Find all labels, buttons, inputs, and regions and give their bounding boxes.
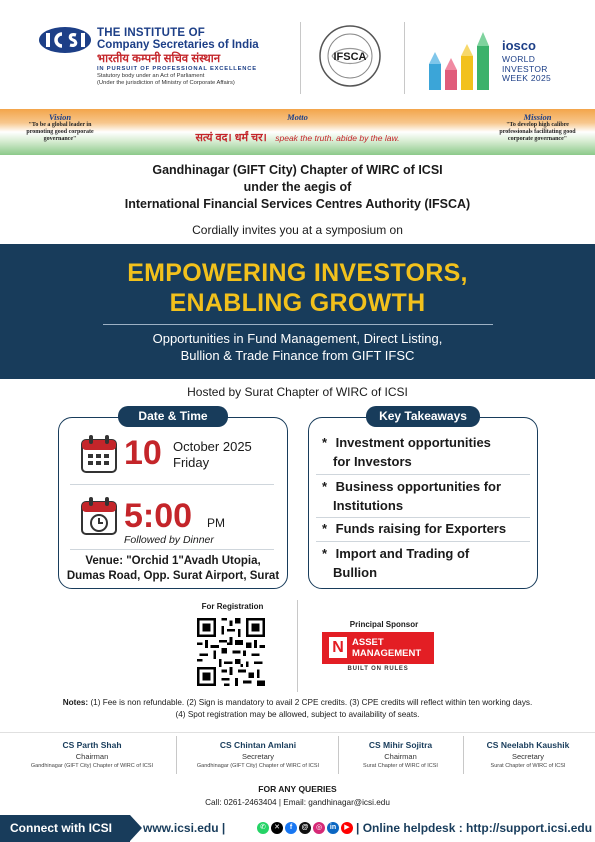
- mission-title: Mission: [523, 112, 552, 122]
- vision-title: Vision: [48, 112, 72, 122]
- youtube-icon[interactable]: ▶: [341, 822, 353, 834]
- icsi-name-block: [97, 27, 287, 87]
- facebook-icon[interactable]: f: [285, 822, 297, 834]
- divider: [316, 541, 530, 542]
- event-month-year: October 2025: [173, 439, 252, 454]
- signatory: [18, 739, 166, 770]
- instagram-icon[interactable]: ◎: [313, 822, 325, 834]
- intro-line1: Gandhinagar (GIFT City) Chapter of WIRC of ICSI: [152, 163, 443, 177]
- intro-line3: International Financial Services Centres Authority (IFSCA): [124, 197, 471, 211]
- intro: [0, 162, 595, 237]
- queries-contact[interactable]: Call: 0261-2463404 | Email: gandhinagar@icsi.edu: [205, 798, 390, 807]
- subtitle-line2: Bullion & Trade Finance from GIFT IFSC: [180, 348, 415, 363]
- wiw-line2: INVESTOR: [502, 63, 548, 74]
- subtitle-line1: Opportunities in Fund Management, Direct Listing,: [152, 331, 443, 346]
- org-statutory-line2: (Under the jurisdiction of Ministry of Corporate Affairs): [97, 80, 235, 86]
- signatories-row: [0, 732, 595, 778]
- signatory-divider: [338, 736, 339, 774]
- vision-motto-mission-band: [0, 109, 595, 155]
- venue-line1: Venue: "Orchid 1"Avadh Utopia,: [85, 555, 261, 567]
- iosco-label: iosco: [502, 38, 536, 53]
- signatory: [183, 739, 333, 770]
- connect-with-icsi: Connect with ICSI: [0, 815, 130, 842]
- motto-english: speak the truth. abide by the law.: [275, 133, 400, 143]
- org-statutory-line1: Statutory body under an Act of Parliament: [97, 73, 205, 79]
- takeaway-text: Business opportunities for: [335, 479, 502, 494]
- takeaway-text: Investment opportunities: [335, 435, 491, 450]
- threads-icon[interactable]: @: [299, 822, 311, 834]
- org-name-line2: Company Secretaries of India: [97, 39, 259, 51]
- header-divider: [404, 22, 405, 94]
- notes-prefix: Notes:: [62, 698, 89, 707]
- sponsor-label: Principal Sponsor: [349, 620, 419, 629]
- social-icons: [257, 822, 355, 835]
- notes: [20, 697, 575, 721]
- mission-text: "To develop high calibre professionals facilitating good corporate governance": [499, 122, 576, 142]
- vision-block: [20, 112, 100, 143]
- signatory-name: CS Mihir Sojitra: [368, 740, 433, 750]
- signatory-org: Gandhinagar (GIFT City) Chapter of WIRC of ICSI: [30, 763, 154, 769]
- linkedin-icon[interactable]: in: [327, 822, 339, 834]
- dinner-note: Followed by Dinner: [124, 534, 214, 546]
- online-helpdesk-link[interactable]: | Online helpdesk : http://support.icsi.edu: [356, 821, 593, 835]
- registration-label: For Registration: [201, 602, 264, 611]
- signatory-org: Surat Chapter of WIRC of ICSI: [363, 763, 438, 769]
- title-line2: ENABLING GROWTH: [169, 289, 426, 317]
- venue: [58, 554, 288, 584]
- registration-divider: [297, 600, 298, 692]
- ifsca-seal-icon: [318, 24, 382, 88]
- header: [0, 0, 595, 108]
- takeaway-item: * Funds raising for Exporters: [322, 521, 507, 536]
- wiw-line1: WORLD: [502, 54, 536, 64]
- notes-line1: (1) Fee is non refundable. (2) Sign is mandatory to avail 2 CPE credits. (3) CPE credits will reflect within ten working days.: [88, 698, 533, 707]
- sponsor-tagline: BUILT ON RULES: [347, 666, 409, 672]
- notes-line2: (4) Spot registration may be allowed, subject to availability of seats.: [175, 710, 420, 719]
- queries-heading: FOR ANY QUERIES: [258, 784, 337, 794]
- website-link[interactable]: www.icsi.edu |: [143, 821, 226, 835]
- signatory: [343, 739, 458, 770]
- key-takeaways-pill: Key Takeaways: [366, 406, 480, 427]
- clock-icon: [80, 496, 118, 536]
- takeaway-item: * Import and Trading of Bullion: [322, 546, 470, 580]
- divider: [316, 474, 530, 475]
- motto-title: Motto: [287, 112, 308, 122]
- sponsor-logo-line2: MANAGEMENT: [352, 648, 422, 659]
- date-time-pill: Date & Time: [118, 406, 228, 427]
- sponsor-logo-letter: N: [329, 637, 347, 658]
- takeaway-text: for Investors: [333, 454, 412, 469]
- signatory-divider: [176, 736, 177, 774]
- signatory-org: Surat Chapter of WIRC of ICSI: [490, 763, 566, 769]
- footer: [0, 815, 595, 842]
- wiw-line3: WEEK 2025: [502, 73, 552, 83]
- event-day: 10: [124, 434, 162, 472]
- x-icon[interactable]: ✕: [271, 822, 283, 834]
- motto-hindi: सत्यं वद। धर्मं चर।: [195, 132, 267, 144]
- takeaway-text: Bullion: [333, 565, 378, 580]
- org-name-hindi: भारतीय कम्पनी सचिव संस्थान: [97, 53, 221, 65]
- divider: [70, 484, 274, 485]
- event-month-block: [173, 439, 252, 471]
- mission-block: [490, 112, 585, 143]
- event-weekday: Friday: [173, 455, 210, 470]
- signatory-role: Chairman: [75, 752, 109, 761]
- invite-line: Cordially invites you at a symposium on: [192, 223, 403, 237]
- sponsor-logo-text: [352, 637, 421, 659]
- intro-line2: under the aegis of: [243, 180, 352, 194]
- sponsor-logo-line1: ASSET: [352, 637, 384, 648]
- signatory-role: Chairman: [384, 752, 417, 761]
- whatsapp-icon[interactable]: ✆: [257, 822, 269, 834]
- takeaway-item: * Investment opportunities for Investors: [322, 435, 491, 469]
- title-band: [0, 244, 595, 379]
- sponsor-logo: [322, 632, 434, 664]
- event-ampm: PM: [207, 516, 225, 530]
- org-name-line1: THE INSTITUTE OF: [97, 27, 205, 39]
- takeaway-item: * Business opportunities for Institutions: [322, 479, 502, 513]
- ifsca-seal-text: IFSCA: [333, 51, 367, 63]
- motto-block: [170, 112, 425, 146]
- signatory-name: CS Parth Shah: [62, 740, 122, 750]
- signatory-org: Gandhinagar (GIFT City) Chapter of WIRC of ICSI: [196, 763, 320, 769]
- divider: [316, 517, 530, 518]
- signatory: [468, 739, 588, 770]
- vision-text: "To be a global leader in promoting good corporate governance": [26, 122, 94, 142]
- takeaway-text: Institutions: [333, 498, 404, 513]
- signatory-divider: [463, 736, 464, 774]
- calendar-icon: [80, 434, 118, 474]
- title-line1: EMPOWERING INVESTORS,: [127, 259, 468, 287]
- world-investor-week-text: [502, 38, 551, 84]
- event-time: 5:00: [124, 497, 193, 535]
- header-divider: [300, 22, 301, 94]
- registration-qr-code[interactable]: [197, 618, 265, 686]
- divider: [70, 549, 274, 550]
- signatory-name: CS Chintan Amlani: [219, 740, 297, 750]
- venue-line2: Dumas Road, Opp. Surat Airport, Surat: [66, 570, 280, 582]
- signatory-role: Secretary: [511, 752, 545, 761]
- org-pursuit: IN PURSUIT OF PROFESSIONAL EXCELLENCE: [97, 66, 257, 72]
- icsi-logo-icon: [38, 26, 92, 54]
- takeaway-text: Funds raising for Exporters: [335, 521, 507, 536]
- signatory-role: Secretary: [241, 752, 275, 761]
- signatory-name: CS Neelabh Kaushik: [486, 740, 570, 750]
- hosted-by: Hosted by Surat Chapter of WIRC of ICSI: [187, 385, 408, 399]
- takeaway-text: Import and Trading of: [335, 546, 470, 561]
- title-divider: [103, 324, 493, 325]
